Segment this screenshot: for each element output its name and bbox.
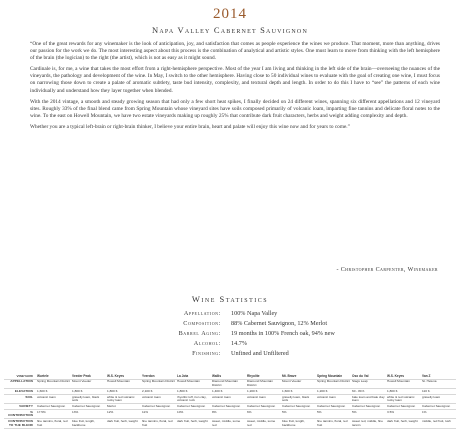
stat-label: Finishing: xyxy=(192,350,221,357)
table-cell: 1,600 ft. xyxy=(281,389,316,395)
table-cell: 17.5% xyxy=(36,410,71,419)
row-label: CONTRIBUTION TO THE BLEND xyxy=(4,419,36,428)
stat-label: Alcohol: xyxy=(193,340,221,347)
table-cell: Diamond Mountain District xyxy=(211,379,246,388)
table-row xyxy=(4,419,456,428)
table-cell: white & red volcanic rocky loam xyxy=(106,394,141,403)
vineyard-name: Spring Mountain xyxy=(316,374,351,379)
table-cell: sweet, middle, some red xyxy=(246,419,281,428)
table-cell: Cabernet Sauvignon xyxy=(421,404,456,410)
table-cell: 1,800 ft. xyxy=(106,389,141,395)
table-cell: blue fruit, length, backbone xyxy=(281,419,316,428)
stat-label: Barrel Aging: xyxy=(178,330,221,337)
table-cell: Merlot xyxy=(106,404,141,410)
table-cell: middle, red fruit, lush xyxy=(421,419,456,428)
table-cell: volcanic loam xyxy=(246,394,281,403)
wine-statistics xyxy=(0,309,460,359)
stat-value: 19 months in 100% French oak, 94% new xyxy=(231,330,335,337)
wine-subtitle: Napa Valley Cabernet Sauvignon xyxy=(151,25,308,35)
row-label: VARIETY xyxy=(4,404,36,410)
table-cell: 3.5% xyxy=(386,410,421,419)
table-cell: Diamond Mountain District xyxy=(246,379,281,388)
table-cell: Cabernet Sauvignon xyxy=(316,404,351,410)
table-cell: Cabernet Sauvignon xyxy=(36,404,71,410)
stat-value: 100% Napa Valley xyxy=(231,310,278,317)
vineyard-name: Wurtele xyxy=(36,374,71,379)
table-cell: fine tannins, floral, red fruit xyxy=(316,419,351,428)
table-cell: volcanic loam xyxy=(141,394,176,403)
table-cell: blue fruit, length, backbone xyxy=(71,419,106,428)
stat-row xyxy=(0,319,460,329)
vineyard-name: Wallis xyxy=(211,374,246,379)
table-cell: white & red volcanic rocky loam xyxy=(386,394,421,403)
vineyard-name: Veeder Peak xyxy=(71,374,106,379)
table-cell: Spring Mountain District xyxy=(141,379,176,388)
table-cell: Cabernet Sauvignon xyxy=(246,404,281,410)
table-cell: volcanic loam xyxy=(36,394,71,403)
table-cell: Howell Mountain xyxy=(386,379,421,388)
table-cell: 1,800 ft. xyxy=(386,389,421,395)
vineyard-name: Oso du Val xyxy=(351,374,386,379)
table-cell: gravelly loam, black soils xyxy=(281,394,316,403)
table-cell: Howell Mountain xyxy=(106,379,141,388)
notes-paragraph: Cardinale is, for me, a wine that takes the most effort from a right-hemisphere perspective. Most of the year I am living and thinking in the left side of the brain—overseeing the nuances of the vineyards, the pathology and development of the wine. In May, I switch to the other hemisphere. Having close to 50 individual wines to evaluate with the goal of creating one wine, I must focus on narrowing those down to create a palate of aromatic subtlety, taste bud intensity, complexity, and textural depth and length. In order to do this I have to “see” the patterns of each wine individually and understand how they layer together when blended. xyxy=(30,66,440,94)
stats-title: Wine Statistics xyxy=(191,294,269,304)
table-cell: sweet, middle, some red xyxy=(211,419,246,428)
vineyard-name: Rhyolite xyxy=(246,374,281,379)
table-row xyxy=(4,379,456,388)
table-row xyxy=(4,410,456,419)
table-cell: 60 - 80 ft. xyxy=(351,389,386,395)
vineyard-table xyxy=(4,374,456,429)
vineyard-name: Yverdon xyxy=(141,374,176,379)
table-cell: Cabernet Sauvignon xyxy=(281,404,316,410)
vineyard-name: La Jota xyxy=(176,374,211,379)
table-cell: 1% xyxy=(421,410,456,419)
table-cell: 5% xyxy=(351,410,386,419)
vineyard-name: Mt. Brave xyxy=(281,374,316,379)
row-label: VINEYARD xyxy=(4,374,36,379)
table-cell: Stags Leap xyxy=(351,379,386,388)
table-cell: 8% xyxy=(211,410,246,419)
vintage-year: 2014 xyxy=(213,6,247,22)
table-cell: 1,200 ft. xyxy=(246,389,281,395)
row-label: ELEVATION xyxy=(4,389,36,395)
table-cell: 1,800 ft. xyxy=(71,389,106,395)
table-row xyxy=(4,394,456,403)
table-cell: Spring Mountain District xyxy=(36,379,71,388)
stat-value: Unfined and Unfiltered xyxy=(231,350,289,357)
winemaker-signature: - Christopher Carpenter, Winemaker xyxy=(336,267,438,273)
stat-label: Composition: xyxy=(183,320,221,327)
table-cell: 12% xyxy=(106,410,141,419)
table-cell: sweet red, middle, fine tannin xyxy=(351,419,386,428)
table-cell: 10% xyxy=(176,410,211,419)
notes-paragraph: “One of the great rewards for any winemaker is the look of anticipation, joy, and satisfaction that comes as people experience the wines we produce. That moment, more than anything, drives our passion for the work we do. The most interesting aspect about this process is the combination of analytical and artistic styles. One must learn to move from thinking with the left hemisphere of the brain (the logician) to the right (the artist), which is not as easy as it might sound. xyxy=(30,41,440,62)
table-cell: Mount Veeder xyxy=(71,379,106,388)
table-cell: 11% xyxy=(141,410,176,419)
stat-row xyxy=(0,349,460,359)
table-cell: bale loam and bale clay loam xyxy=(352,394,385,403)
table-cell: gravelly loam, black soils xyxy=(71,394,106,403)
table-cell: Cabernet Sauvignon xyxy=(176,404,211,410)
table-cell: gravelly loam xyxy=(421,394,456,403)
stat-label: Appellation: xyxy=(183,310,221,317)
table-cell: 1,200 ft. xyxy=(316,389,351,395)
table-cell: volcanic loam xyxy=(211,394,246,403)
table-cell: Cabernet Sauvignon xyxy=(71,404,106,410)
table-cell: volcanic loam xyxy=(316,394,351,403)
table-cell: Howell Mountain xyxy=(176,379,211,388)
row-label: SOIL xyxy=(4,394,36,403)
notes-paragraph: With the 2014 vintage, a smooth and steady growing season that had only a few short heat spikes, I finally decided on 24 different wines, spanning six different appellations and 12 vineyard sites. Roughly 33% of the final blend came from Spring Mountain whose vineyard sites have soils composed primarily of volcanic loam, imparting fine tannins and delicate floral notes to the wine. To the east on Howell Mountain, we have two estate vineyards making up roughly 25% that contribute dark fruit characters, herbs and weight adding complexity and depth. xyxy=(30,98,440,119)
vineyard-name: W.S. Keyes xyxy=(386,374,421,379)
winemaker-notes xyxy=(30,41,440,135)
table-cell: 1,400 ft. xyxy=(211,389,246,395)
table-cell: dark fruit, herb, weight xyxy=(176,419,211,428)
table-cell: 2,100 ft. xyxy=(141,389,176,395)
stat-row xyxy=(0,329,460,339)
table-cell: fine tannins, floral, red fruit xyxy=(36,419,71,428)
table-cell: 5% xyxy=(316,410,351,419)
table-cell: Cabernet Sauvignon xyxy=(141,404,176,410)
table-cell: 110 ft. xyxy=(421,389,456,395)
stat-row xyxy=(0,339,460,349)
row-label: APPELLATION xyxy=(4,379,36,388)
table-cell: 6% xyxy=(246,410,281,419)
table-cell: 5% xyxy=(281,410,316,419)
notes-paragraph: Whether you are a typical left-brain or right-brain thinker, I believe your entire brain, heart and palate will enjoy this wine now and for years to come.” xyxy=(30,123,350,130)
table-cell: fine tannins, floral, red fruit xyxy=(141,419,176,428)
table-cell: 1,600 ft. xyxy=(36,389,71,395)
table-cell: 13% xyxy=(71,410,106,419)
vineyard-name: W.S. Keyes xyxy=(106,374,141,379)
table-cell: dark fruit, herb, weight xyxy=(106,419,141,428)
table-cell: Spring Mountain District xyxy=(316,379,351,388)
table-cell: rhyolitic tuff, iron clay, volcanic rock xyxy=(176,394,211,403)
stat-value: 88% Cabernet Sauvignon, 12% Merlot xyxy=(231,320,328,327)
table-cell: Cabernet Sauvignon xyxy=(211,404,246,410)
table-cell: Cabernet Sauvignon xyxy=(351,404,386,410)
table-cell: dark fruit, herb, weight xyxy=(386,419,421,428)
stat-row xyxy=(0,309,460,319)
table-cell: Mount Veeder xyxy=(281,379,316,388)
row-label: % CONTRIBUTION xyxy=(4,410,36,419)
table-cell: St. Helena xyxy=(421,379,456,388)
table-cell: 1,800 ft. xyxy=(176,389,211,395)
table-cell: Cabernet Sauvignon xyxy=(386,404,421,410)
vineyard-name: Van Z xyxy=(421,374,456,379)
stat-value: 14.7% xyxy=(231,340,247,347)
